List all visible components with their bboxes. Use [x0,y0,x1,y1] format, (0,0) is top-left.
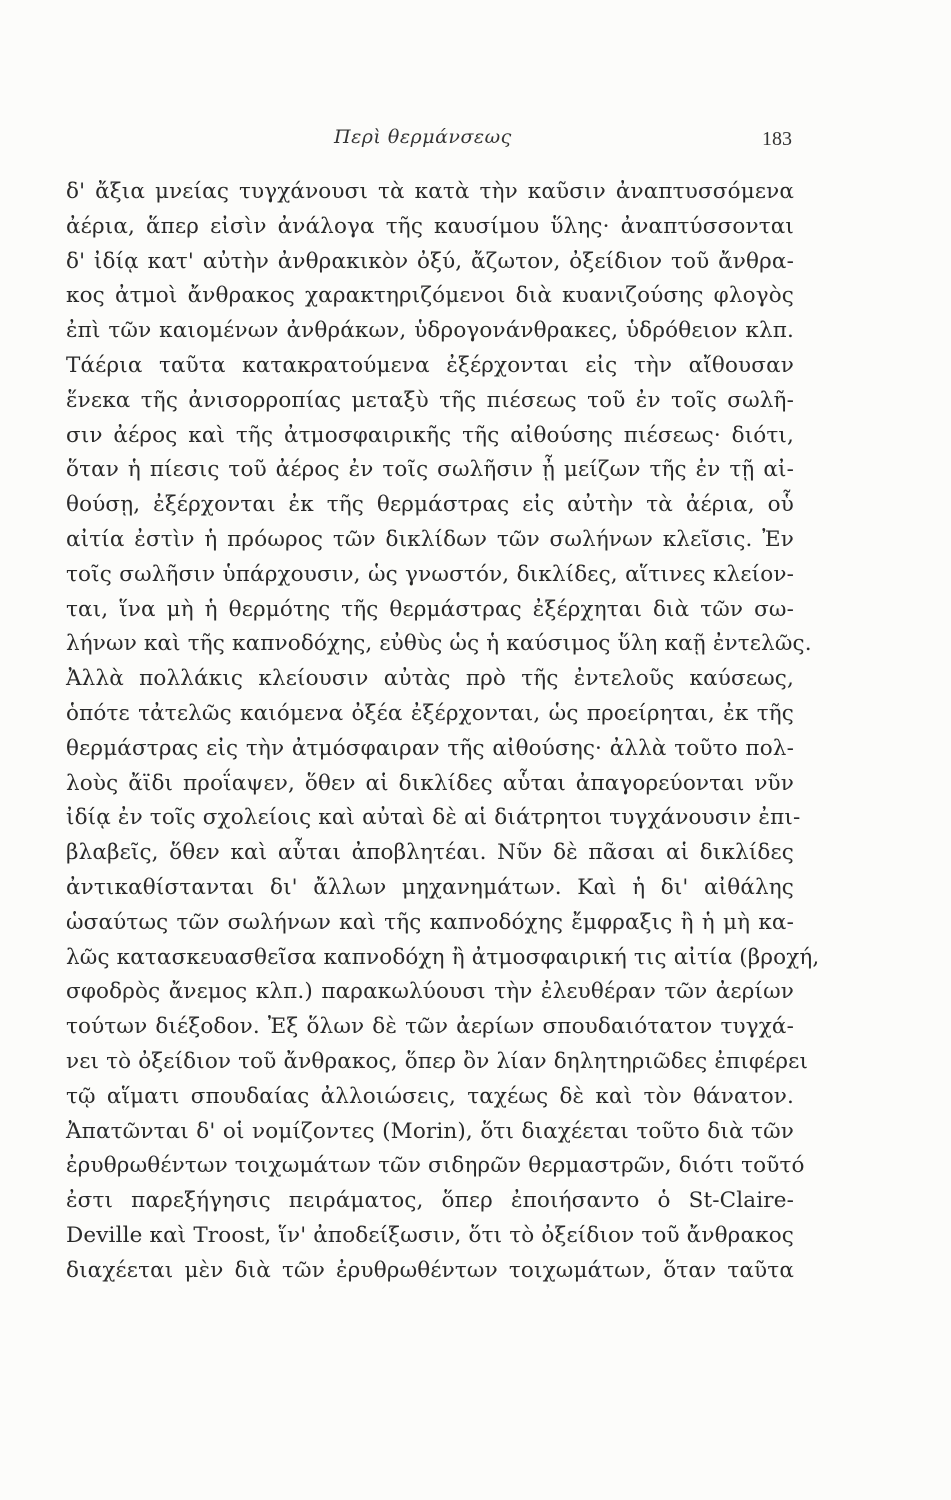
text-line: λῶς κατασκευασθεῖσα καπνοδόχη ἢ ἀτμοσφαιρική τις αἰτία (βροχή, [66,944,820,970]
text-line: ἐπὶ τῶν καιομένων ἀνθράκων, ὑδρογονάνθρακες, ὑδρόθειον κλπ. [66,318,794,344]
text-line: ὡσαύτως τῶν σωλήνων καὶ τῆς καπνοδόχης ἔμφραξις ἢ ἡ μὴ κα- [66,909,794,935]
running-head [0,126,951,156]
text-line: ἐρυθρωθέντων τοιχωμάτων τῶν σιδηρῶν θερμαστρῶν, διότι τοῦτό [66,1153,805,1179]
text-line: τοῖς σωλῆσιν ὑπάρχουσιν, ὡς γνωστόν, δικλίδες, αἵτινες κλείον- [66,561,794,587]
text-line: αἰτία ἐστὶν ἡ πρόωρος τῶν δικλίδων τῶν σωλήνων κλεῖσις. Ἐν [66,526,794,552]
text-line: ἀέρια, ἅπερ εἰσὶν ἀνάλογα τῆς καυσίμου ὕλης· ἀναπτύσσονται [66,213,794,239]
text-line: θερμάστρας εἰς τὴν ἀτμόσφαιραν τῆς αἰθούσης· ἀλλὰ τοῦτο πολ- [66,735,794,761]
text-line: δ' ἄξια μνείας τυγχάνουσι τὰ κατὰ τὴν καῦσιν ἀναπτυσσόμενα [66,179,794,204]
text-line: ἐστι παρεξήγησις πειράματος, ὅπερ ἐποιήσαντο ὁ St-Claire- [66,1188,794,1214]
text-line: Ἀπατῶνται δ' οἱ νομίζοντες (Morin), ὅτι διαχέεται τοῦτο διὰ τῶν [66,1118,794,1144]
text-line: διαχέεται μὲν διὰ τῶν ἐρυθρωθέντων τοιχωμάτων, ὅταν ταῦτα [66,1257,794,1283]
text-line: ὅταν ἡ πίεσις τοῦ ἀέρος ἐν τοῖς σωλῆσιν ᾖ μείζων τῆς ἐν τῇ αἰ- [66,457,794,483]
text-line: τῷ αἵματι σπουδαίας ἀλλοιώσεις, ταχέως δὲ καὶ τὸν θάνατον. [66,1083,794,1109]
text-line: ἰδίᾳ ἐν τοῖς σχολείοις καὶ αὐταὶ δὲ αἱ διάτρητοι τυγχάνουσιν ἐπι- [66,805,801,831]
text-line: Ἀλλὰ πολλάκις κλείουσιν αὐτὰς πρὸ τῆς ἐντελοῦς καύσεως, [66,666,794,692]
text-line: ὁπότε τἀτελῶς καιόμενα ὀξέα ἐξέρχονται, ὡς προείρηται, ἐκ τῆς [66,700,794,726]
text-line: σιν ἀέρος καὶ τῆς ἀτμοσφαιρικῆς τῆς αἰθούσης πιέσεως· διότι, [66,422,794,448]
text-line: ται, ἵνα μὴ ἡ θερμότης τῆς θερμάστρας ἐξέρχηται διὰ τῶν σω- [66,596,794,622]
text-line: θούσῃ, ἐξέρχονται ἐκ τῆς θερμάστρας εἰς αὐτὴν τὰ ἀέρια, οὗ [66,492,794,518]
text-line: σφοδρὸς ἄνεμος κλπ.) παρακωλύουσι τὴν ἐλευθέραν τῶν ἀερίων [66,979,794,1005]
text-line: ἕνεκα τῆς ἀνισορροπίας μεταξὺ τῆς πιέσεως τοῦ ἐν τοῖς σωλῆ- [66,387,794,413]
text-line: ἀντικαθίστανται δι' ἄλλων μηχανημάτων. Καὶ ἡ δι' αἰθάλης [66,874,794,900]
page-number: 183 [762,128,792,150]
text-line: τούτων διέξοδον. Ἐξ ὅλων δὲ τῶν ἀερίων σπουδαιότατον τυγχά- [66,1014,794,1040]
text-line: λήνων καὶ τῆς καπνοδόχης, εὐθὺς ὡς ἡ καύσιμος ὕλη καῇ ἐντελῶς. [66,631,812,657]
text-line: Deville καὶ Troost, ἵν' ἀποδείξωσιν, ὅτι τὸ ὀξείδιον τοῦ ἄνθρακος [66,1222,794,1248]
body-text [66,175,820,1289]
text-line: βλαβεῖς, ὅθεν καὶ αὗται ἀποβλητέαι. Νῦν δὲ πᾶσαι αἱ δικλίδες [66,840,794,866]
text-line: δ' ἰδίᾳ κατ' αὐτὴν ἀνθρακικὸν ὀξύ, ἄζωτον, ὀξείδιον τοῦ ἄνθρα- [66,248,794,274]
text-line: λοὺς ἄϊδι προΐαψεν, ὅθεν αἱ δικλίδες αὗται ἀπαγορεύονται νῦν [66,770,794,796]
text-line: Τάέρια ταῦτα κατακρατούμενα ἐξέρχονται εἰς τὴν αἴθουσαν [66,352,794,378]
text-line: κος ἀτμοὶ ἄνθρακος χαρακτηριζόμενοι διὰ κυανιζούσης φλογὸς [66,283,794,309]
text-line: νει τὸ ὀξείδιον τοῦ ἄνθρακος, ὅπερ ὂν λίαν δηλητηριῶδες ἐπιφέρει [66,1048,809,1074]
running-title: Περὶ θερμάνσεως [334,126,512,148]
